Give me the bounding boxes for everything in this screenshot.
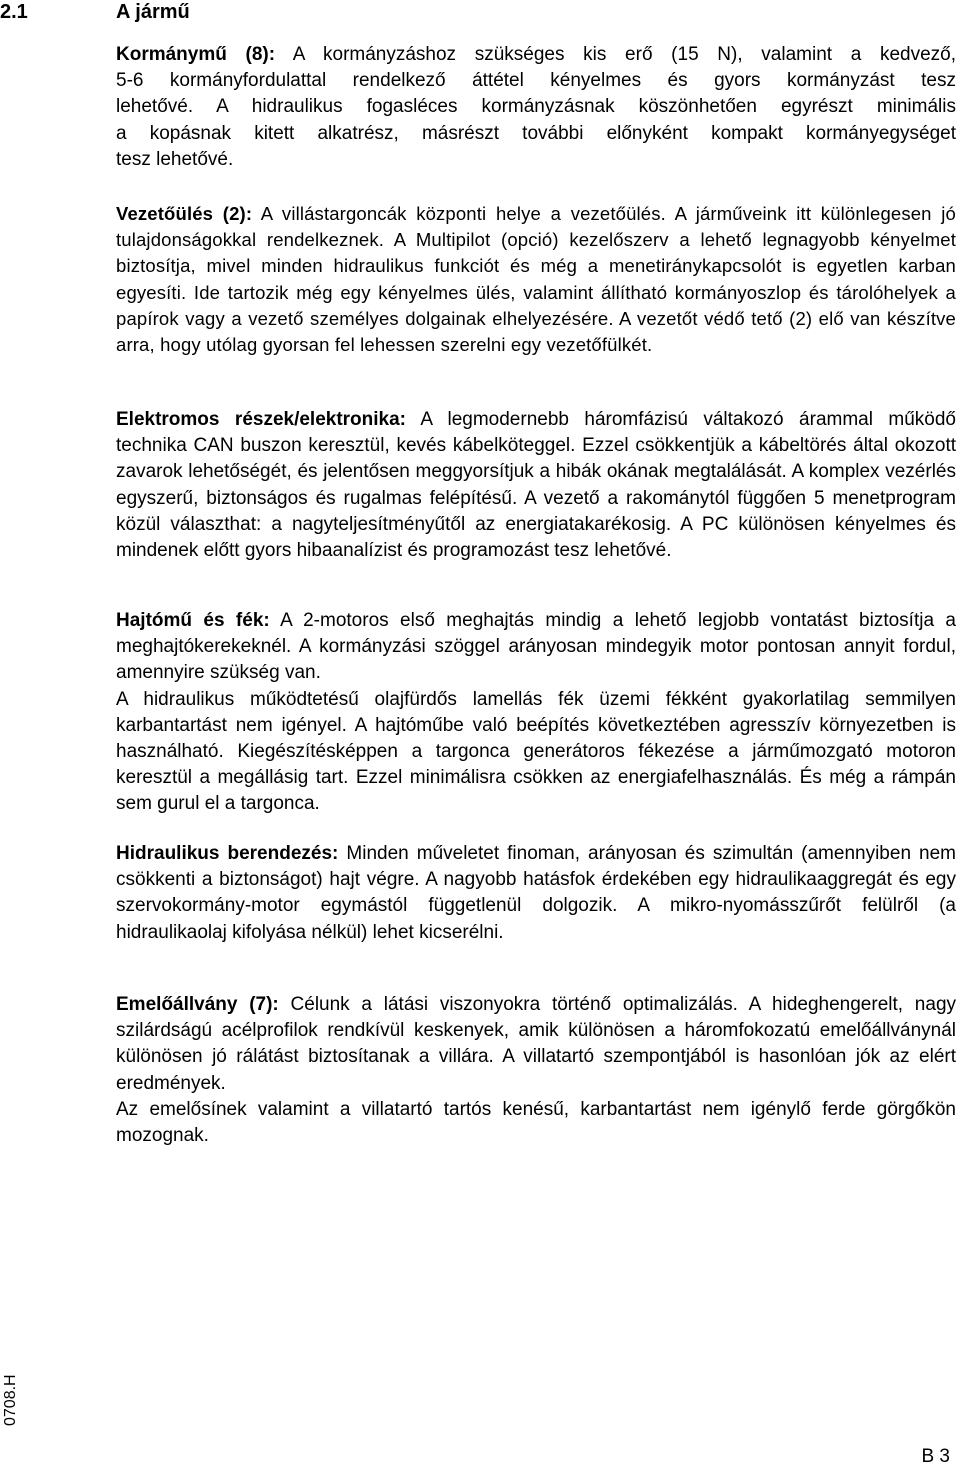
paragraph-title: Emelőállvány (7): bbox=[116, 994, 279, 1015]
paragraph-title: Vezetőülés (2): bbox=[116, 203, 253, 224]
paragraph-text: A 2-motoros első meghajtás mindig a lehető legjobb vontatást biztosítja a meghajtókerekeknél. A kormányzási szöggel arányosan mindegyik motor pontosan annyit fordul, amennyire szükség van. bbox=[116, 610, 956, 684]
paragraph-text: A legmodernebb háromfázisú váltakozó árammal működő technika CAN buszon keresztül, kevés kábelköteggel. Ezzel csökkentjük a kábeltörés által okozott zavarok lehetőségét, és jelentősen meggyorsítjuk a hibák okának megtalálását. A komplex vezérlés egyszerű, biztonságos és rugalmas felépítésű. A vezető a rakománytól függően 5 menetprogram közül választhat: a nagyteljesítményűtől az energiatakarékosig. A PC különösen kényelmes és mindenek előtt gyors hibaanalízist és programozást tesz lehetővé. bbox=[116, 409, 956, 562]
paragraph-line: A kormányzáshoz szükséges kis erő (15 N), valamint a kedvező, bbox=[292, 44, 956, 65]
paragraph-line: tesz lehetővé. bbox=[116, 148, 234, 170]
paragraph-line: 5-6 kormányfordulattal rendelkező áttétel kényelmes és gyors kormányzást tesz bbox=[116, 70, 956, 92]
paragraph-text-continued: Az emelősínek valamint a villatartó tartós kenésű, karbantartást nem igénylő ferde görgőkön mozognak. bbox=[116, 1098, 956, 1147]
page-number: B 3 bbox=[921, 1446, 950, 1467]
paragraph-line: a kopásnak kitett alkatrész, másrészt további előnyként kompakt kormányegységet bbox=[116, 122, 956, 144]
paragraph-text-continued: A hidraulikus működtetésű olajfürdős lamellás fék üzemi fékként gyakorlatilag semmilyen karbantartást nem igényel. A hajtóműbe való beépítés következtében agresszív környezetben is használható. Kiegészítésképpen a targonca generátoros fékezése a járműmozgató motoron keresztül a megállásig tart. Ezzel minimálisra csökken az energiafelhasználás. És még a rámpán sem gurul el a targonca. bbox=[116, 688, 956, 815]
paragraph-vezetoules bbox=[116, 201, 956, 358]
paragraph-hajtomu bbox=[116, 608, 956, 818]
section-title: A jármű bbox=[116, 1, 190, 23]
paragraph-title: Hidraulikus berendezés: bbox=[116, 843, 339, 864]
paragraph-hidraulikus bbox=[116, 841, 956, 946]
document-code: 0708.H bbox=[2, 1374, 19, 1426]
paragraph-text: Célunk a látási viszonyokra történő optimalizálás. A hideghengerelt, nagy szilárdságú acélprofilok rendkívül keskenyek, amik különösen a háromfokozatú emelőállványnál különösen jó rálátást biztosítanak a villára. A villatartó szempontjából is hasonlóan jók az elért eredmények. bbox=[116, 994, 957, 1094]
section-heading bbox=[0, 0, 190, 24]
paragraph-emeloallvany bbox=[116, 992, 956, 1149]
paragraph-title: Kormánymű (8): bbox=[116, 44, 276, 65]
paragraph-kormanymu bbox=[116, 42, 956, 173]
paragraph-elektromos bbox=[116, 407, 956, 564]
paragraph-title: Elektromos részek/elektronika: bbox=[116, 409, 407, 430]
paragraph-text: Minden műveletet finoman, arányosan és szimultán (amennyiben nem csökkenti a biztonságot) hajt végre. A nagyobb hatásfok érdekében egy hidraulikaaggregát és egy szervokormány-motor egymástól függetlenül dolgozik. A mikro-nyomásszűrőt felülről (a hidraulikaolaj kifolyása nélkül) lehet kicserélni. bbox=[116, 843, 956, 943]
paragraph-text: A villástargoncák központi helye a vezetőülés. A járműveink itt különlegesen jó tulajdonságokkal rendelkeznek. A Multipilot (opció) kezelőszerv a lehető legnagyobb kényelmet biztosítja, mivel minden hidraulikus funkciót és még a menetiránykapcsolót is egyetlen karban egyesíti. Ide tartozik még egy kényelmes ülés, valamint állítható kormányoszlop és tárolóhelyek a papírok vagy a vezető személyes dolgainak elhelyezésére. A vezetőt védő tető (2) elő van készítve arra, hogy utólag gyorsan fel lehessen szerelni egy vezetőfülkét. bbox=[116, 203, 956, 356]
paragraph-line: lehetővé. A hidraulikus fogasléces kormányzásnak köszönhetően egyrészt minimális bbox=[116, 96, 956, 118]
paragraph-title: Hajtómű és fék: bbox=[116, 610, 270, 631]
section-number: 2.1 bbox=[0, 1, 28, 23]
